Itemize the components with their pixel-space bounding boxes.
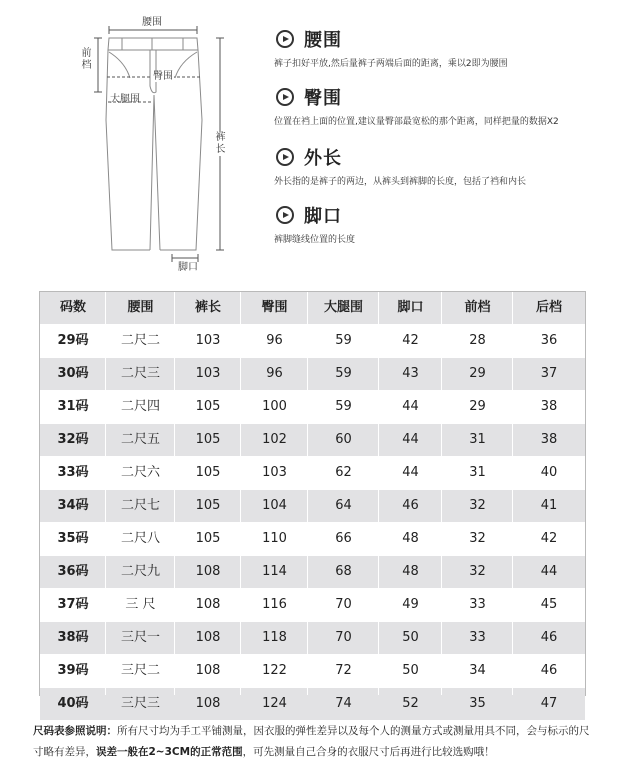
note-label: 尺码表参照说明： [33,725,117,737]
table-cell: 二尺二 [120,333,160,348]
table-cell: 二尺五 [120,432,160,447]
column-divider [378,292,379,695]
table-cell: 45 [540,597,558,612]
table-cell: 118 [262,630,287,645]
table-row [40,655,585,687]
table-cell: 33 [469,630,486,645]
table-cell: 38码 [57,630,89,645]
table-header-row [40,292,585,324]
table-cell: 29码 [57,333,89,348]
table-row [40,325,585,357]
column-divider [240,292,241,695]
front-rise-diagram-label: 前档 [81,48,92,71]
table-cell: 二尺四 [120,399,160,414]
play-circle-icon [276,206,294,224]
play-circle-icon [276,30,294,48]
table-cell: 110 [262,531,287,546]
table-header-cell: 脚口 [397,300,424,315]
column-divider [441,292,442,695]
table-cell: 102 [262,432,287,447]
table-header-cell: 腰围 [127,300,154,315]
table-cell: 49 [402,597,419,612]
table-cell: 二尺六 [120,465,160,480]
table-cell: 46 [402,498,419,513]
table-cell: 114 [262,564,287,579]
table-cell: 52 [402,696,419,711]
table-cell: 29 [469,399,486,414]
size-chart-note [33,721,593,763]
table-cell: 108 [195,663,221,678]
table-row [40,457,585,489]
table-cell: 31 [469,465,486,480]
table-cell: 59 [335,399,352,414]
table-header-cell: 大腿围 [323,300,363,315]
table-cell: 105 [195,432,221,447]
note-text-end: ，可先测量自己合身的衣服尺寸后再进行比较选购哦！ [242,746,495,758]
table-cell: 59 [335,366,352,381]
definition-title: 脚口 [304,206,342,227]
table-cell: 31 [469,432,486,447]
table-cell: 44 [402,399,419,414]
table-cell: 104 [262,498,287,513]
play-circle-icon [276,88,294,106]
table-header-cell: 前档 [464,300,491,315]
table-cell: 32 [469,498,486,513]
definition-title: 臀围 [304,88,342,109]
table-row [40,391,585,423]
table-cell: 50 [402,663,419,678]
table-cell: 105 [195,465,221,480]
table-cell: 32 [469,564,486,579]
table-cell: 40 [540,465,558,480]
column-divider [512,292,513,695]
column-divider [174,292,175,695]
table-cell: 32码 [57,432,89,447]
table-header-cell: 裤长 [194,300,221,315]
definition-title: 外长 [304,148,342,169]
definition-desc: 外长指的是裤子的两边，从裤头到裤脚的长度，包括了裆和内长 [274,177,527,187]
table-cell: 36码 [57,564,89,579]
note-emphasis: 误差一般在2~3CM的正常范围 [96,746,243,758]
table-cell: 100 [262,399,287,414]
table-cell: 32 [469,531,486,546]
table-cell: 三尺一 [120,630,160,645]
definition-title: 腰围 [304,30,342,51]
table-row [40,622,585,654]
table-cell: 34码 [57,498,89,513]
table-cell: 46 [540,630,558,645]
length-diagram-label: 裤长 [215,132,226,155]
table-cell: 30码 [57,366,89,381]
table-cell: 38 [540,399,558,414]
table-cell: 二尺三 [120,366,160,381]
table-cell: 44 [402,432,419,447]
table-cell: 29 [469,366,486,381]
table-cell: 48 [402,564,419,579]
table-cell: 116 [262,597,287,612]
hip-diagram-label: 臀围 [153,71,173,82]
definition-desc: 位置在裆上面的位置,建议量臀部最宽松的那个距离，同样把量的数据X2 [274,117,559,127]
table-cell: 42 [402,333,419,348]
table-cell: 103 [195,333,221,348]
table-cell: 105 [195,498,221,513]
table-header-cell: 码数 [59,300,86,315]
table-cell: 37 [540,366,558,381]
table-cell: 44 [402,465,419,480]
table-cell: 105 [195,531,221,546]
table-row [40,523,585,555]
table-row [40,589,585,621]
table-row [40,688,585,720]
table-cell: 47 [540,696,558,711]
table-cell: 96 [266,333,283,348]
table-cell: 36 [540,333,558,348]
note-text: 所有尺寸均为手工平铺测量，因衣服的弹性差异以及每个人的测量方式或测量用具不同，会与标示的尺寸略有差异， [33,725,590,758]
table-cell: 三尺三 [120,696,160,711]
table-cell: 35码 [57,531,89,546]
table-cell: 40码 [57,696,89,711]
table-cell: 103 [262,465,287,480]
column-divider [105,292,106,695]
table-cell: 70 [335,630,352,645]
table-cell: 108 [195,696,221,711]
table-cell: 43 [402,366,419,381]
table-cell: 74 [335,696,352,711]
table-cell: 37码 [57,597,89,612]
table-cell: 34 [469,663,486,678]
table-cell: 28 [469,333,486,348]
table-cell: 二尺九 [120,564,160,579]
table-cell: 72 [335,663,352,678]
table-cell: 122 [262,663,287,678]
table-cell: 33 [469,597,486,612]
table-cell: 48 [402,531,419,546]
column-divider [307,292,308,695]
table-cell: 50 [402,630,419,645]
table-cell: 42 [540,531,558,546]
table-cell: 31码 [57,399,89,414]
table-cell: 103 [195,366,221,381]
table-cell: 33码 [57,465,89,480]
table-cell: 60 [335,432,352,447]
definition-desc: 裤脚缝线位置的长度 [274,235,356,245]
table-cell: 46 [540,663,558,678]
table-cell: 35 [469,696,486,711]
table-cell: 124 [262,696,287,711]
table-cell: 70 [335,597,352,612]
table-header-cell: 后档 [535,300,562,315]
table-cell: 68 [335,564,352,579]
table-cell: 108 [195,564,221,579]
pants-measurement-diagram [0,0,260,282]
measurement-definitions [270,0,620,282]
table-cell: 44 [540,564,558,579]
table-cell: 62 [335,465,352,480]
table-row [40,556,585,588]
table-cell: 105 [195,399,221,414]
table-cell: 二尺八 [120,531,160,546]
table-cell: 108 [195,630,221,645]
play-circle-icon [276,148,294,166]
table-cell: 64 [335,498,352,513]
table-cell: 三 尺 [125,597,156,612]
table-cell: 39码 [57,663,89,678]
thigh-diagram-label: 大腿围 [110,94,140,105]
size-chart-table [39,291,586,711]
definition-desc: 裤子扣好平放,然后量裤子两端后面的距离，乘以2即为腰围 [274,59,508,69]
table-row [40,358,585,390]
table-row [40,490,585,522]
table-row [40,424,585,456]
table-header-cell: 臀围 [261,300,288,315]
table-cell: 三尺二 [120,663,160,678]
table-cell: 59 [335,333,352,348]
waist-diagram-label: 腰围 [142,17,162,28]
table-cell: 96 [266,366,283,381]
table-cell: 二尺七 [120,498,160,513]
hem-diagram-label: 脚口 [178,262,198,273]
table-cell: 41 [540,498,558,513]
table-cell: 66 [335,531,352,546]
table-cell: 108 [195,597,221,612]
table-cell: 38 [540,432,558,447]
